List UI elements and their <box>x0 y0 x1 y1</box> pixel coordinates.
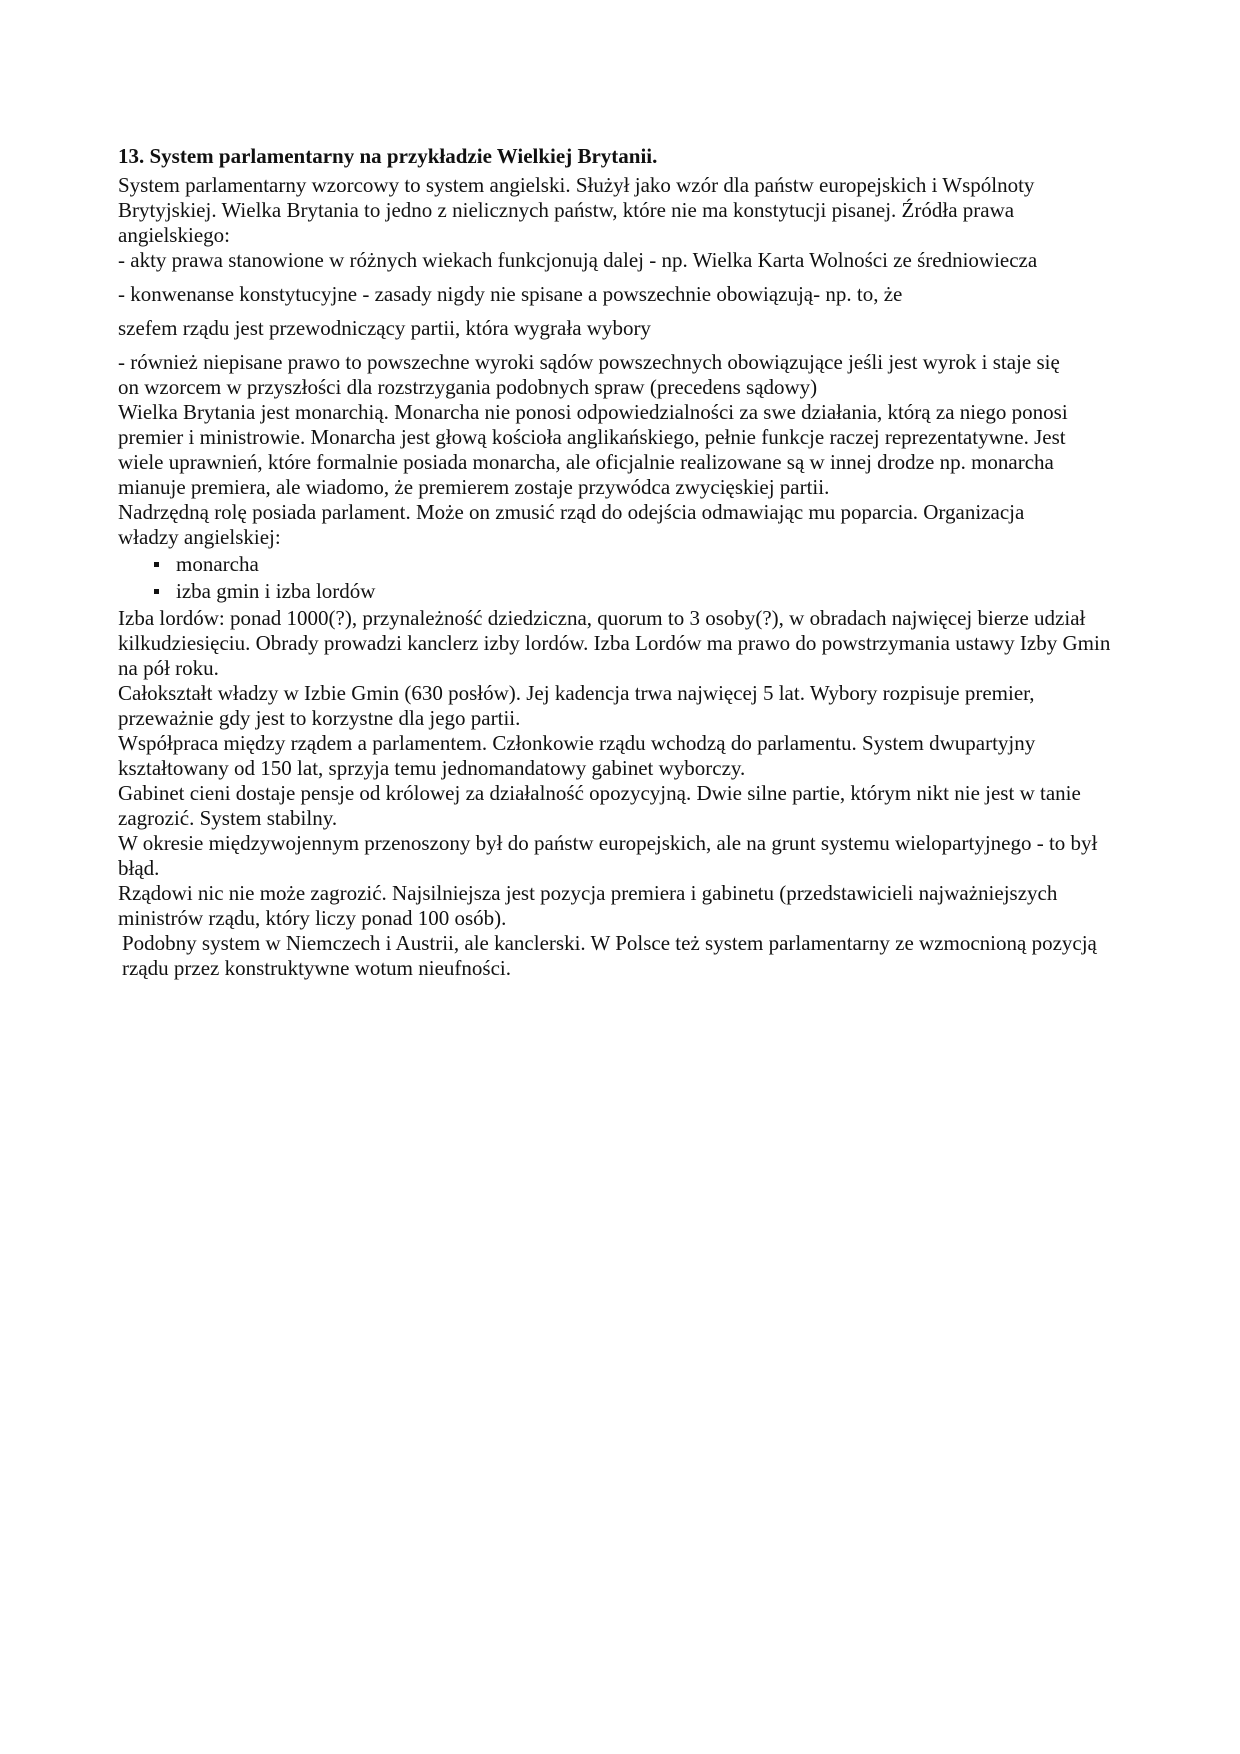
parliament-line-2: władzy angielskiej: <box>118 525 281 549</box>
similar-systems-paragraph: Podobny system w Niemczech i Austrii, ale kanclerski. W Polsce też system parlamentarny ze wzmocnioną pozycją rządu przez konstruktywne wotum nieufności. <box>122 931 1097 980</box>
bullet-icon <box>154 589 159 594</box>
house-of-commons-paragraph: Całokształt władzy w Izbie Gmin (630 posłów). Jej kadencja trwa najwięcej 5 lat. Wybory rozpisuje premier, przeważnie gdy jest to korzystne dla jego partii. <box>118 681 1035 730</box>
monarchy-line-3: wiele uprawnień, które formalnie posiada monarcha, ale oficjalnie realizowane są w innej drodze np. monarcha <box>118 450 1054 474</box>
parliament-line-1: Nadrzędną rolę posiada parlament. Może on zmusić rząd do odejścia odmawiając mu poparcia. Organizacja <box>118 500 1025 524</box>
monarchy-line-4: mianuje premiera, ale wiadomo, że premierem zostaje przywódca zwycięskiej partii. <box>118 475 830 499</box>
cooperation-paragraph: Współpraca między rządem a parlamentem. Członkowie rządu wchodzą do parlamentu. System dwupartyjny kształtowany od 150 lat, sprzyja temu jednomandatowy gabinet wyborczy. <box>118 731 1036 780</box>
document-body <box>118 144 1128 981</box>
list-item: monarcha <box>154 552 1128 577</box>
monarchy-line-2: premier i ministrowie. Monarcha jest głową kościoła anglikańskiego, pełnie funkcje raczej reprezentatywne. Jest <box>118 425 1066 449</box>
bullet-icon <box>154 562 159 567</box>
law-source-3b: on wzorcem w przyszłości dla rozstrzygania podobnych spraw (precedens sądowy) <box>118 375 818 399</box>
document-title: 13. System parlamentarny na przykładzie Wielkiej Brytanii. <box>118 144 658 168</box>
interwar-paragraph: W okresie międzywojennym przenoszony był do państw europejskich, ale na grunt systemu wielopartyjnego - to był błąd. <box>118 831 1098 880</box>
intro-paragraph: System parlamentarny wzorcowy to system angielski. Służył jako wzór dla państw europejskich i Wspólnoty Brytyjskiej. Wielka Brytania to jedno z nielicznych państw, które nie ma konstytucji pisanej. Źródła prawa angielskiego: <box>118 173 1035 247</box>
authority-list <box>118 552 1128 604</box>
government-paragraph: Rządowi nic nie może zagrozić. Najsilniejsza jest pozycja premiera i gabinetu (przedstawicieli najważniejszych ministrów rządu, który liczy ponad 100 osób). <box>118 881 1058 930</box>
house-of-lords-paragraph: Izba lordów: ponad 1000(?), przynależność dziedziczna, quorum to 3 osoby(?), w obradach najwięcej bierze udział kilkudziesięciu. Obrady prowadzi kanclerz izby lordów. Izba Lordów ma prawo do powstrzymania ustawy Izby Gmin na pół roku. <box>118 606 1111 680</box>
law-source-3a: - również niepisane prawo to powszechne wyroki sądów powszechnych obowiązujące jeśli jest wyrok i staje się <box>118 350 1060 374</box>
shadow-cabinet-paragraph: Gabinet cieni dostaje pensje od królowej za działalność opozycyjną. Dwie silne partie, którym nikt nie jest w tanie zagrozić. System stabilny. <box>118 781 1081 830</box>
law-source-2a: - konwenanse konstytucyjne - zasady nigdy nie spisane a powszechnie obowiązują- np. to, że <box>118 282 903 306</box>
monarchy-line-1: Wielka Brytania jest monarchią. Monarcha nie ponosi odpowiedzialności za swe działania, którą za niego ponosi <box>118 400 1068 424</box>
law-source-2b: szefem rządu jest przewodniczący partii, która wygrała wybory <box>118 316 651 340</box>
law-source-1: - akty prawa stanowione w różnych wiekach funkcjonują dalej - np. Wielka Karta Wolności ze średniowiecza <box>118 248 1038 272</box>
list-item: izba gmin i izba lordów <box>154 579 1128 604</box>
